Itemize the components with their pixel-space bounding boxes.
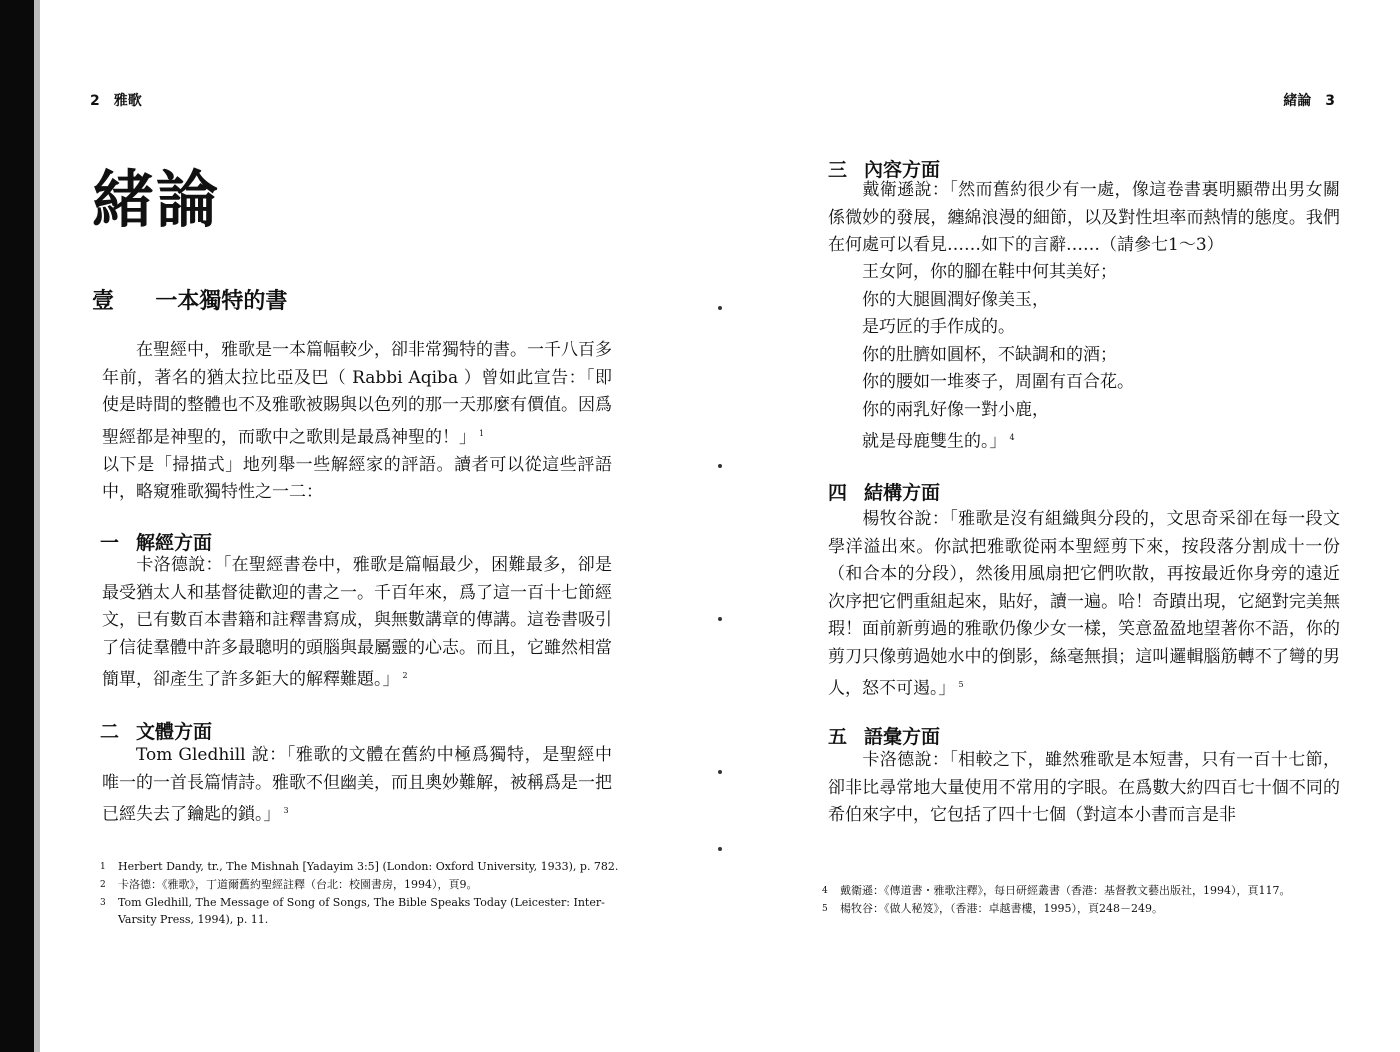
exegesis-paragraph: [102, 552, 612, 694]
footnote-item: 1 Herbert Dandy, tr., The Mishnah [Yadayim 3:5] (London: Oxford University, 1933), p. 782.: [100, 860, 619, 873]
scan-speck: [718, 770, 722, 774]
intro-text: 在聖經中，雅歌是一本篇幅較少，卻非常獨特的書。一千八百多年前，著名的猶太拉比亞及巴（ Rabbi Aqiba ）曾如此宣告：「即使是時間的整體也不及雅歌被賜與以色列的那一天那麼有價值。因爲聖經都是神聖的，而歌中之歌則是最爲神聖的！」: [102, 340, 612, 448]
scan-speck: [718, 306, 722, 310]
subsection-title: 結構方面: [864, 482, 941, 504]
poem-line: 就是母鹿雙生的。」: [862, 431, 1007, 452]
chapter-title: 緒論: [92, 163, 221, 236]
subsection-heading-1: [100, 528, 212, 555]
poem-line: 你的兩乳好像一對小鹿，: [862, 399, 1049, 420]
footnote-item: 5 楊牧谷：《做人秘笈》，（香港：卓越書樓，1995），頁248－249。: [822, 902, 1163, 915]
scan-speck: [718, 617, 722, 621]
scan-speck: [718, 847, 722, 851]
vocabulary-paragraph: [828, 747, 1340, 830]
subsection-heading-5: [828, 722, 940, 749]
intro-continuation: 以下是「掃描式」地列舉一些解經家的評語。讀者可以從這些評語中，略窺雅歌獨特性之一二：: [102, 454, 612, 503]
intro-paragraph: [102, 337, 612, 507]
poem-line: 是巧匠的手作成的。: [862, 317, 1015, 337]
subsection-number: 三: [828, 159, 848, 181]
poem-line: 你的大腿圓潤好像美玉，: [862, 289, 1049, 310]
subsection-number: 一: [100, 532, 120, 554]
footnotes-left: [100, 858, 620, 928]
footnote-item: 3 Tom Gledhill, The Message of Song of Songs, The Bible Speaks Today (Leicester: Inter-Varsity Press, 1994), p. 11.: [100, 896, 605, 926]
running-head-right: 緒論 3: [1283, 93, 1335, 109]
footnote-ref-4: 4: [1009, 433, 1015, 442]
right-page: [800, 0, 1360, 1052]
footnote-item: 2 卡洛德：《雅歌》，丁道爾舊約聖經註釋（台北：校園書房，1994），頁9。: [100, 878, 478, 891]
subsection-heading-4: [828, 478, 940, 505]
subsection-heading-2: [100, 717, 212, 744]
poem-line: 你的肚臍如圓杯，不缺調和的酒；: [862, 344, 1117, 365]
running-head-left: 2 雅歌: [90, 93, 142, 109]
footnote-item: 4 戴衛遜：《傳道書・雅歌注釋》，每日研經叢書（香港：基督教文藝出版社，1994），頁117。: [822, 884, 1291, 897]
content-text: 戴衛遜說：「然而舊約很少有一處，像這卷書裏明顯帶出男女關係微妙的發展，纏綿浪漫的細節，以及對性坦率而熱情的態度。我們在何處可以看見……如下的言辭……（請參七1～3）: [828, 180, 1340, 255]
footnote-ref-2: 2: [402, 671, 408, 680]
vocabulary-text: 卡洛德說：「相較之下，雖然雅歌是本短書，只有一百十七節，卻非比尋常地大量使用不常用的字眼。在爲數大約四百七十個不同的希伯來字中，它包括了四十七個（對這本小書而言是非: [828, 750, 1340, 825]
subsection-title: 語彙方面: [864, 726, 941, 748]
exegesis-text: 卡洛德說：「在聖經書卷中，雅歌是篇幅最少，困難最多，卻是最受猶太人和基督徒歡迎的書之一。千百年來，爲了這一百十七節經文，已有數百本書籍和註釋書寫成，與無數講章的傳講。這卷書吸引了信徒羣體中許多最聰明的頭腦與最屬靈的心志。而且，它雖然相當簡單，卻產生了許多鉅大的解釋難題。」: [102, 555, 612, 690]
left-page: [60, 0, 660, 1052]
section-heading: [92, 284, 287, 315]
style-paragraph: [102, 742, 612, 829]
subsection-title: 解經方面: [136, 532, 213, 554]
subsection-number: 四: [828, 482, 848, 504]
section-number: 壹: [92, 289, 115, 314]
subsection-title: 文體方面: [136, 721, 213, 743]
poem-line: 王女阿，你的腳在鞋中何其美好；: [862, 262, 1117, 282]
footnote-ref-3: 3: [283, 806, 289, 815]
footnote-ref-5: 5: [958, 680, 964, 689]
scan-speck: [718, 464, 722, 468]
book-binding-edge: [34, 0, 40, 1052]
structure-paragraph: [828, 506, 1340, 703]
subsection-title: 內容方面: [864, 159, 941, 181]
subsection-number: 二: [100, 721, 120, 743]
content-paragraph: [828, 177, 1340, 260]
section-title: 一本獨特的書: [155, 289, 288, 314]
style-text: Tom Gledhill 說：「雅歌的文體在舊約中極爲獨特，是聖經中唯一的一首長篇情詩。雅歌不但幽美，而且奧妙難解，被稱爲是一把已經失去了鑰匙的鎖。」: [102, 745, 612, 825]
book-binding-shadow: [0, 0, 34, 1052]
footnotes-right: [822, 882, 1340, 918]
poem-line: 你的腰如一堆麥子，周圍有百合花。: [862, 372, 1134, 392]
footnote-ref-1: 1: [479, 428, 485, 438]
quoted-poem: [862, 259, 1134, 456]
subsection-number: 五: [828, 726, 848, 748]
structure-text: 楊牧谷說：「雅歌是沒有組織與分段的，文思奇采卻在每一段文學洋溢出來。你試把雅歌從兩本聖經剪下來，按段落分割成十一份（和合本的分段），然後用風扇把它們吹散，再按最近你身旁的遠近次序把它們重組起來，貼好，讀一遍。哈！奇蹟出現，它絕對完美無瑕！面前新剪過的雅歌仍像少女一樣，笑意盈盈地望著你不語，你的剪刀只像剪過她水中的倒影，絲毫無損；這叫邏輯腦筋轉不了彎的男人，怒不可遏。」: [828, 509, 1340, 699]
